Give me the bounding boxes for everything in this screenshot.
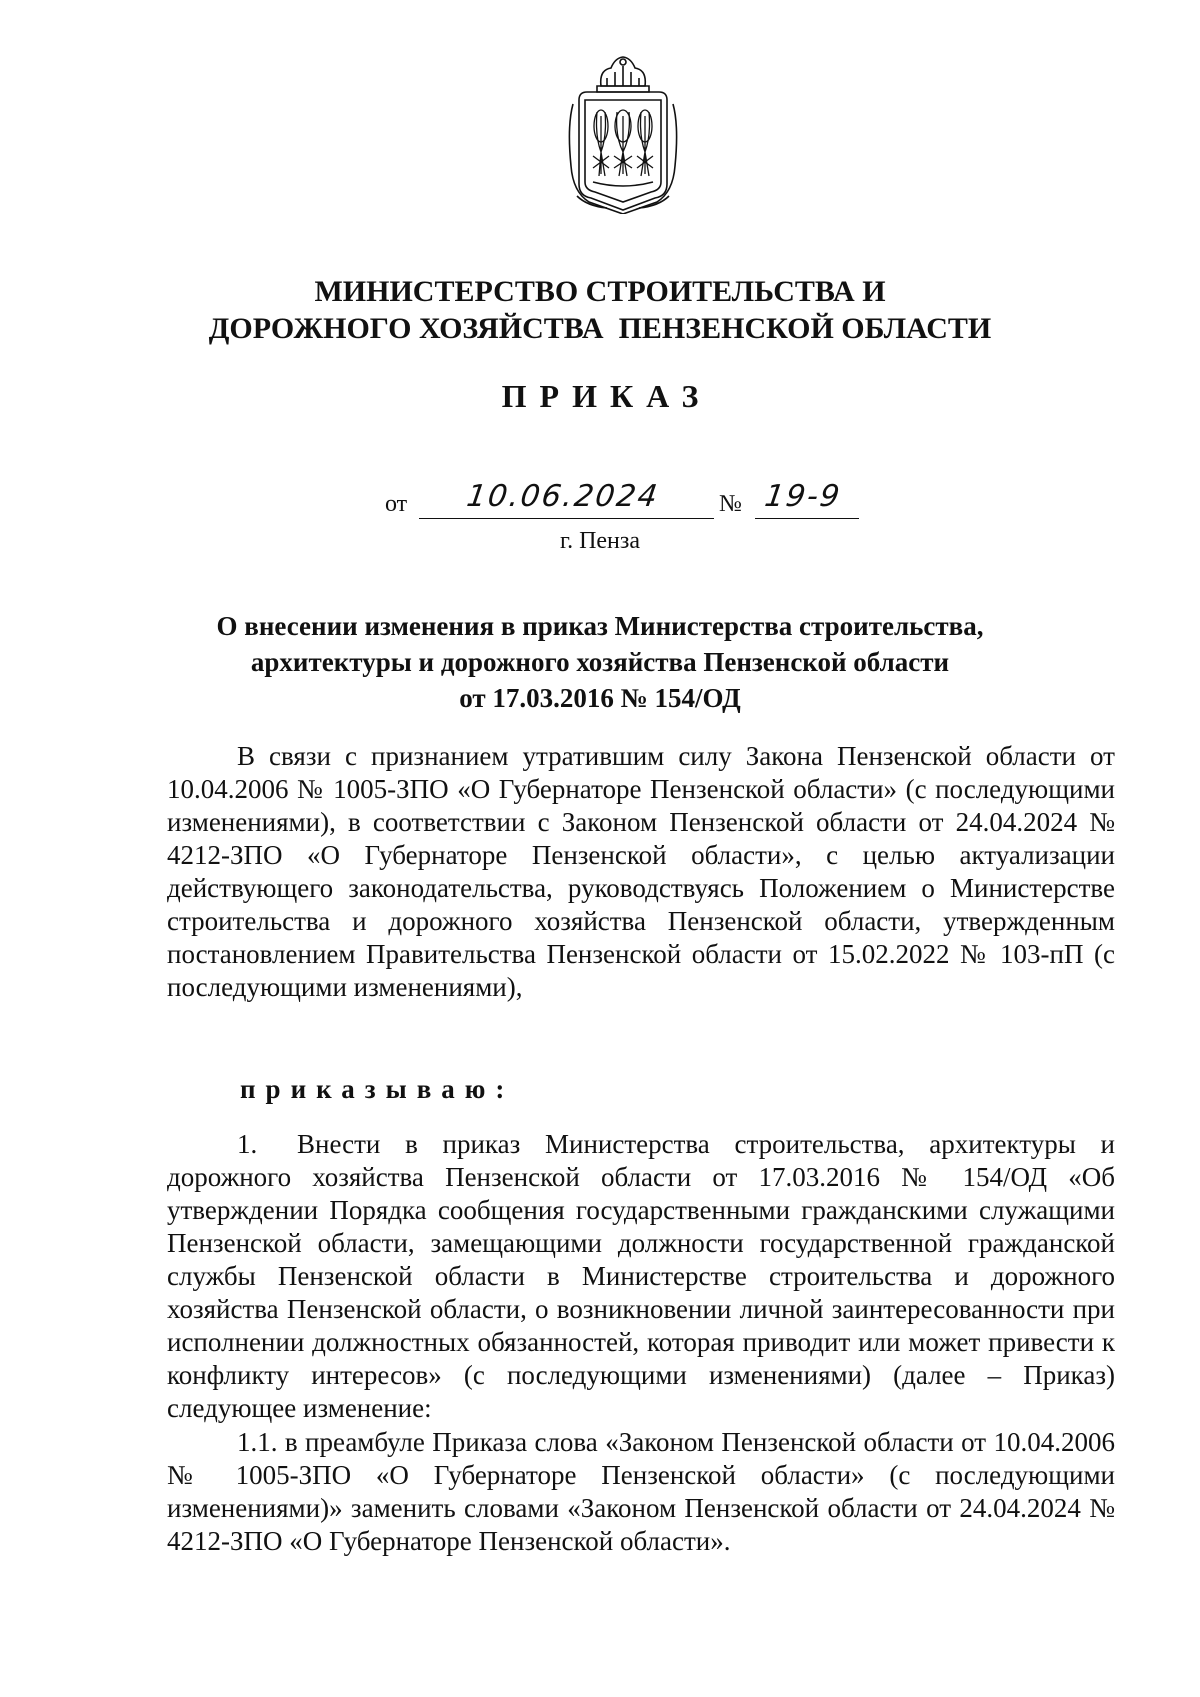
ministry-line-2: ДОРОЖНОГО ХОЗЯЙСТВА ПЕНЗЕНСКОЙ ОБЛАСТИ bbox=[208, 312, 992, 345]
ministry-name bbox=[0, 273, 1200, 347]
city-label: г. Пенза bbox=[559, 528, 641, 554]
item-1-number: 1. bbox=[237, 1129, 258, 1159]
item-1-1-paragraph: 1.1. в преамбуле Приказа слова «Законом Пензенской области от 10.04.2006 № 1005-ЗПО «О Губернаторе Пензенской области» (с последующими изменениями)» заменить словами «Законом Пензенской области от 24.04.2024 № 4212-ЗПО «О Губернаторе Пензенской области». bbox=[167, 1427, 1115, 1556]
date-value: 10.06.2024 bbox=[464, 479, 662, 514]
document-subject bbox=[0, 608, 1200, 716]
document-type-title: ПРИКАЗ bbox=[501, 378, 712, 414]
subject-line-2: архитектуры и дорожного хозяйства Пензенской области bbox=[250, 647, 950, 677]
date-underline bbox=[419, 518, 714, 519]
number-prefix: № bbox=[719, 491, 742, 517]
subject-line-1: О внесении изменения в приказ Министерства строительства, bbox=[216, 611, 984, 641]
number-value: 19-9 bbox=[762, 479, 844, 514]
item-1-text: Внести в приказ Министерства строительства, архитектуры и дорожного хозяйства Пензенской области от 17.03.2016 № 154/ОД «Об утверждении Порядка сообщения государственными гражданскими служащими Пензенской области, замещающими должности государственной гражданской службы Пензенской области в Министерстве строительства и дорожного хозяйства Пензенской области, о возникновении личной заинтересованности при исполнении должностных обязанностей, которая приводит или может привести к конфликту интересов» (с последующими изменениями) (далее – Приказ) следующее изменение: bbox=[167, 1129, 1115, 1423]
ministry-line-1: МИНИСТЕРСТВО СТРОИТЕЛЬСТВА И bbox=[314, 275, 886, 308]
coat-of-arms-icon bbox=[563, 56, 683, 214]
subject-line-3: от 17.03.2016 № 154/ОД bbox=[459, 683, 741, 713]
date-prefix: от bbox=[385, 491, 408, 517]
preamble-paragraph: В связи с признанием утратившим силу Закона Пензенской области от 10.04.2006 № 1005-ЗПО «О Губернаторе Пензенской области» (с последующими изменениями), в соответствии с Законом Пензенской области от 24.04.2024 № 4212-ЗПО «О Губернаторе Пензенской области», с целью актуализации действующего законодательства, руководствуясь Положением о Министерстве строительства и дорожного хозяйства Пензенской области, утвержденным постановлением Правительства Пензенской области от 15.02.2022 № 103-пП (с последующими изменениями), bbox=[167, 741, 1115, 1002]
item-1-paragraph bbox=[167, 1128, 1115, 1425]
order-word: приказываю: bbox=[240, 1074, 515, 1104]
number-underline bbox=[755, 518, 859, 519]
